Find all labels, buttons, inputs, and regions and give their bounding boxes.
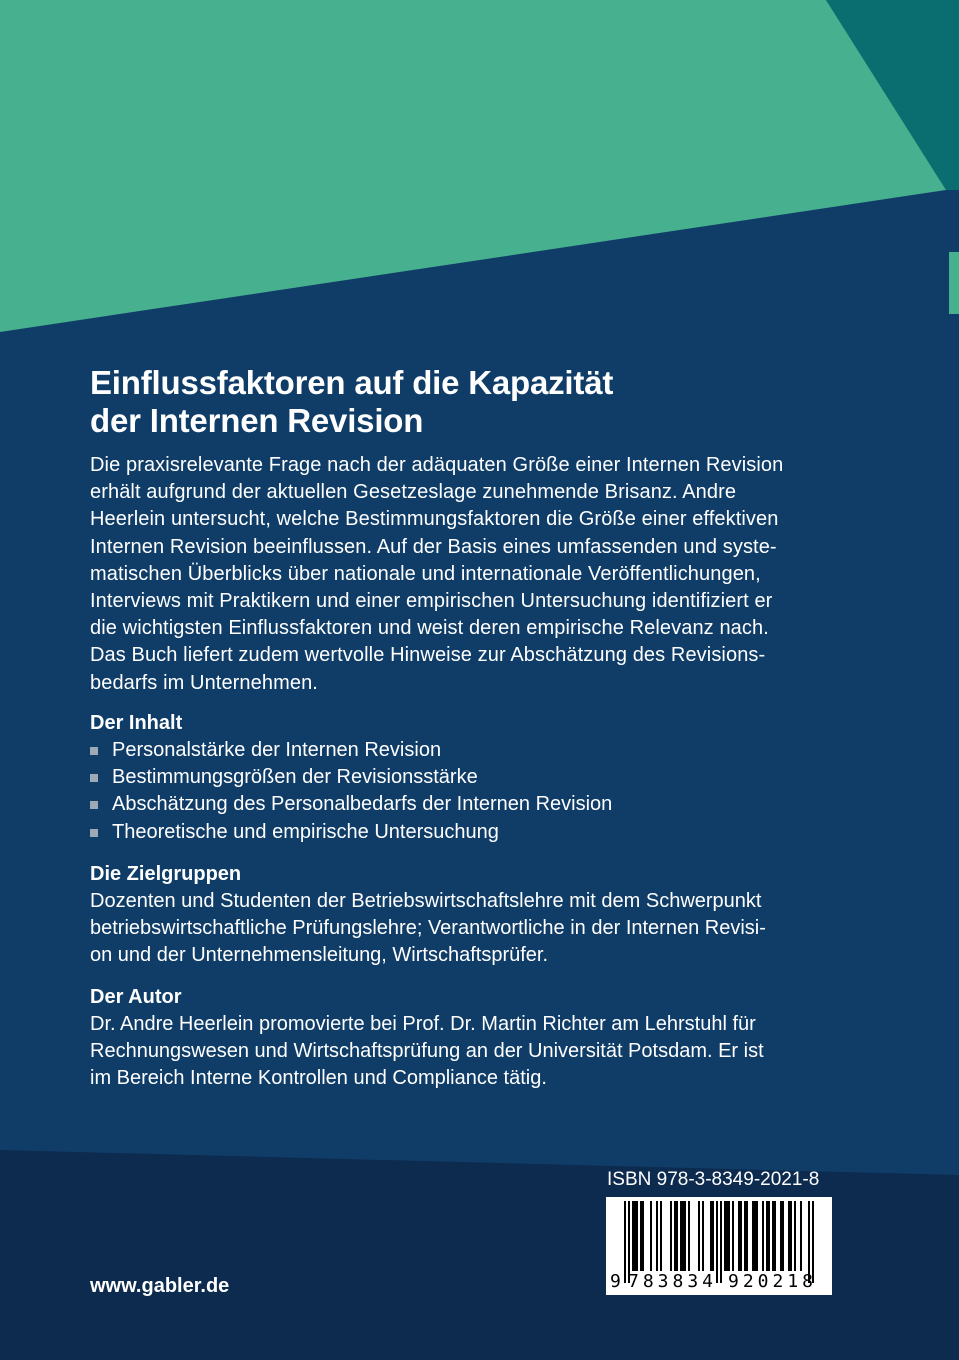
- barcode-digits: [606, 1271, 832, 1295]
- barcode-bar: [726, 1201, 728, 1271]
- title-line-1: Einflussfaktoren auf die Kapazität: [90, 364, 614, 401]
- barcode-bar: [790, 1201, 792, 1271]
- barcode-bar: [774, 1201, 776, 1271]
- list-item-text: Abschätzung des Personalbedarfs der Internen Revision: [112, 793, 613, 816]
- list-item: [90, 764, 870, 791]
- isbn-number: ISBN 978-3-8349-2021-8: [607, 1169, 820, 1190]
- barcode-bar: [782, 1201, 784, 1271]
- intro-line: Interviews mit Praktikern und einer empirischen Untersuchung identifiziert er: [90, 590, 773, 613]
- barcode-bar: [800, 1201, 802, 1271]
- barcode-bar: [660, 1201, 662, 1271]
- intro-paragraph: [90, 452, 860, 697]
- barcode-bar: [636, 1201, 638, 1271]
- barcode-bar: [684, 1201, 686, 1271]
- list-item: [90, 791, 870, 818]
- barcode-bar: [738, 1201, 740, 1271]
- list-item-text: Theoretische und empirische Untersuchung: [112, 820, 499, 843]
- barcode-bar: [744, 1201, 746, 1271]
- autor-text: [90, 1011, 870, 1093]
- barcode-bar: [640, 1201, 642, 1271]
- barcode-bar: [766, 1201, 768, 1271]
- barcode-bar: [698, 1201, 700, 1271]
- barcode-bar: [768, 1201, 770, 1271]
- barcode-bar: [656, 1201, 658, 1271]
- intro-line: Internen Revision beeinflussen. Auf der Basis eines umfassenden und syste-: [90, 535, 777, 558]
- barcode-bar: [682, 1201, 684, 1271]
- barcode-bar: [634, 1201, 636, 1271]
- barcode-bar: [752, 1201, 754, 1271]
- barcode-bar: [724, 1201, 726, 1271]
- intro-line: Das Buch liefert zudem wertvolle Hinweise zur Abschätzung des Revisions-: [90, 644, 766, 667]
- bullet-square-icon: [90, 829, 98, 837]
- barcode-bar: [754, 1201, 756, 1271]
- barcode-bar: [772, 1201, 774, 1271]
- book-title: [90, 364, 870, 440]
- autor-line: Rechnungswesen und Wirtschaftsprüfung an der Universität Potsdam. Er ist: [90, 1040, 764, 1063]
- barcode-bar: [674, 1201, 676, 1271]
- list-item: [90, 819, 870, 846]
- barcode-bar: [680, 1201, 682, 1271]
- barcode-bar: [702, 1201, 704, 1271]
- list-item-text: Personalstärke der Internen Revision: [112, 739, 442, 761]
- barcode-bar: [756, 1201, 758, 1271]
- section-autor: [90, 984, 870, 1093]
- intro-line: die wichtigsten Einflussfaktoren und weist deren empirische Relevanz nach.: [90, 617, 769, 640]
- intro-line: Die praxisrelevante Frage nach der adäquaten Größe einer Internen Revision: [90, 454, 784, 476]
- bullet-square-icon: [90, 747, 98, 755]
- zielgruppen-line: betriebswirtschaftliche Prüfungslehre; Verantwortliche in der Internen Revisi-: [90, 917, 766, 940]
- barcode-bar: [688, 1201, 690, 1271]
- barcode-bar: [746, 1201, 748, 1271]
- inhalt-list: [90, 737, 870, 846]
- barcode-digits-right: 920218: [728, 1271, 818, 1292]
- spine-accent-bar: [949, 252, 959, 314]
- barcode-bar: [794, 1201, 796, 1271]
- barcode-bar: [780, 1201, 782, 1271]
- autor-line: Dr. Andre Heerlein promovierte bei Prof. Dr. Martin Richter am Lehrstuhl für: [90, 1013, 756, 1035]
- barcode-bar: [710, 1201, 712, 1271]
- zielgruppen-heading: Die Zielgruppen: [90, 863, 242, 885]
- bullet-square-icon: [90, 801, 98, 809]
- barcode-bar: [712, 1201, 714, 1271]
- barcode-bar: [632, 1201, 634, 1271]
- list-item-text: Bestimmungsgrößen der Revisionsstärke: [112, 766, 478, 789]
- zielgruppen-text: [90, 888, 870, 970]
- barcode-bar: [740, 1201, 742, 1271]
- barcode: [606, 1197, 832, 1295]
- publisher-url: www.gabler.de: [90, 1275, 230, 1297]
- intro-line: erhält aufgrund der aktuellen Gesetzeslage zunehmende Brisanz. Andre: [90, 481, 737, 504]
- barcode-digit-first: 9: [610, 1271, 621, 1292]
- barcode-digits-left: 783834: [628, 1271, 718, 1292]
- barcode-bar: [788, 1201, 790, 1271]
- zielgruppen-line: on und der Unternehmensleitung, Wirtschaftsprüfer.: [90, 944, 549, 967]
- intro-line: bedarfs im Unternehmen.: [90, 671, 318, 694]
- title-line-2: der Internen Revision: [90, 402, 424, 439]
- section-inhalt: [90, 710, 870, 846]
- barcode-bar: [732, 1201, 734, 1271]
- intro-line: matischen Überblicks über nationale und internationale Veröffentlichungen,: [90, 562, 761, 585]
- bullet-square-icon: [90, 774, 98, 782]
- barcode-bar: [642, 1201, 644, 1271]
- inhalt-heading: Der Inhalt: [90, 712, 183, 734]
- section-zielgruppen: [90, 861, 870, 970]
- zielgruppen-line: Dozenten und Studenten der Betriebswirtschaftslehre mit dem Schwerpunkt: [90, 890, 762, 912]
- barcode-bar: [650, 1201, 652, 1271]
- barcode-bar: [728, 1201, 730, 1271]
- list-item: [90, 737, 870, 764]
- barcode-bar: [670, 1201, 672, 1271]
- barcode-bar: [676, 1201, 678, 1271]
- autor-line: im Bereich Interne Kontrollen und Compliance tätig.: [90, 1067, 547, 1090]
- barcode-bar: [762, 1201, 764, 1271]
- autor-heading: Der Autor: [90, 986, 182, 1008]
- intro-line: Heerlein untersucht, welche Bestimmungsfaktoren die Größe einer effektiven: [90, 508, 779, 531]
